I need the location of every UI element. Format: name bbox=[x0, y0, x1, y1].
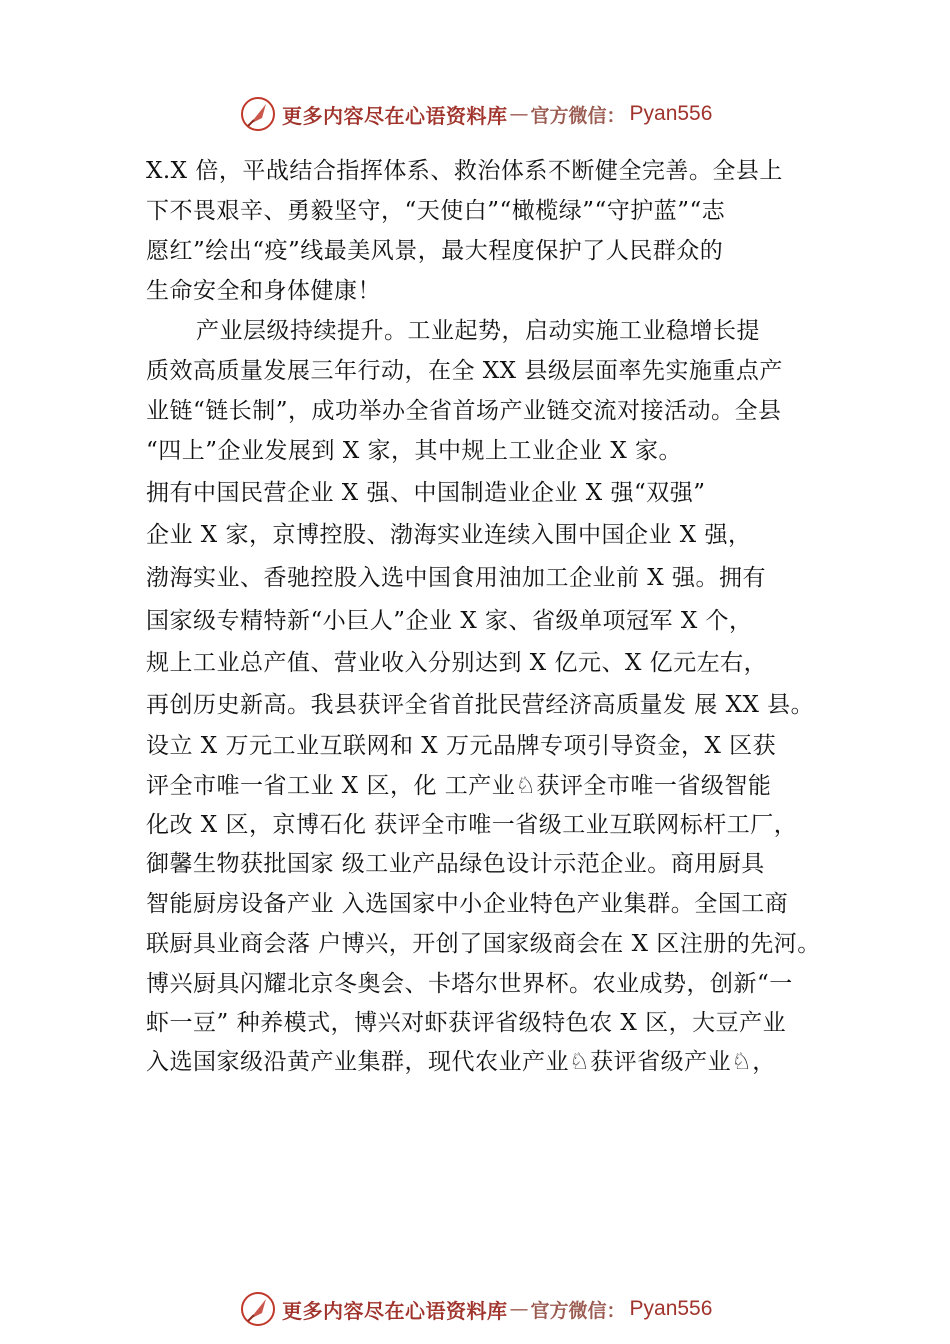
body-line: 御馨生物获批国家 级工业产品绿色设计示范企业。商用厨具 bbox=[146, 851, 765, 877]
body-line: 业链“链长制”，成功举办全省首场产业链交流对接活动。全县 bbox=[146, 398, 782, 424]
banner-dash: — bbox=[509, 103, 529, 125]
body-line: 评全市唯一省工业 X 区，化 工产业♘获评全市唯一省级智能 bbox=[146, 773, 772, 799]
body-line: 下不畏艰辛、勇毅坚守，“天使白”“橄榄绿”“守护蓝”“志 bbox=[146, 198, 726, 224]
banner-title: 更多内容尽在心语资料库 bbox=[282, 1298, 508, 1323]
banner-label: 官方微信： bbox=[530, 1299, 626, 1322]
body-line: 化改 X 区，京博石化 获评全市唯一省级工业互联网标杆工厂， bbox=[146, 812, 798, 838]
body-line: 智能厨房设备产业 入选国家中小企业特色产业集群。全国工商 bbox=[146, 891, 789, 917]
body-line: 质效高质量发展三年行动，在全 XX 县级层面率先实施重点产 bbox=[146, 358, 783, 384]
body-line: 国家级专精特新“小巨人”企业 X 家、省级单项冠军 X 个， bbox=[146, 608, 753, 634]
header-banner bbox=[240, 94, 712, 134]
banner-title: 更多内容尽在心语资料库 bbox=[282, 103, 508, 128]
body-line: 愿红”绘出“疫”线最美风景，最大程度保护了人民群众的 bbox=[146, 238, 724, 264]
body-line: 产业层级持续提升。工业起势，启动实施工业稳增长提 bbox=[196, 318, 760, 344]
footer-banner bbox=[240, 1289, 712, 1329]
body-line: 设立 X 万元工业互联网和 X 万元品牌专项引导资金，X 区获 bbox=[146, 733, 777, 759]
banner-wechat-id: Pyan556 bbox=[629, 1297, 713, 1320]
body-line: 企业 X 家，京博控股、渤海实业连续入围中国企业 X 强， bbox=[146, 522, 752, 548]
feather-pen-logo-icon bbox=[240, 1291, 276, 1327]
body-line: 虾一豆” 种养模式，博兴对虾获评省级特色农 X 区，大豆产业 bbox=[146, 1010, 787, 1036]
body-line: 入选国家级沿黄产业集群，现代农业产业♘获评省级产业♘， bbox=[146, 1049, 776, 1075]
banner-label: 官方微信： bbox=[530, 104, 626, 127]
body-line: 渤海实业、香驰控股入选中国食用油加工企业前 X 强。拥有 bbox=[146, 565, 766, 591]
body-line: X.X 倍，平战结合指挥体系、救治体系不断健全完善。全县上 bbox=[146, 158, 783, 184]
body-line: 拥有中国民营企业 X 强、中国制造业企业 X 强“双强” bbox=[146, 480, 706, 506]
body-line: 联厨具业商会落 户博兴，开创了国家级商会在 X 区注册的先河。 bbox=[146, 931, 821, 957]
feather-pen-logo-icon bbox=[240, 96, 276, 132]
banner-dash: — bbox=[509, 1298, 529, 1320]
body-line: 规上工业总产值、营业收入分别达到 X 亿元、X 亿元左右， bbox=[146, 650, 768, 676]
body-line: 生命安全和身体健康！ bbox=[146, 278, 381, 304]
body-line: 再创历史新高。我县获评全省首批民营经济高质量发 展 XX 县。 bbox=[146, 692, 815, 718]
body-line: “四上”企业发展到 X 家，其中规上工业企业 X 家。 bbox=[146, 438, 683, 464]
banner-wechat-id: Pyan556 bbox=[629, 102, 713, 125]
body-line: 博兴厨具闪耀北京冬奥会、卡塔尔世界杯。农业成势，创新“一 bbox=[146, 971, 793, 997]
